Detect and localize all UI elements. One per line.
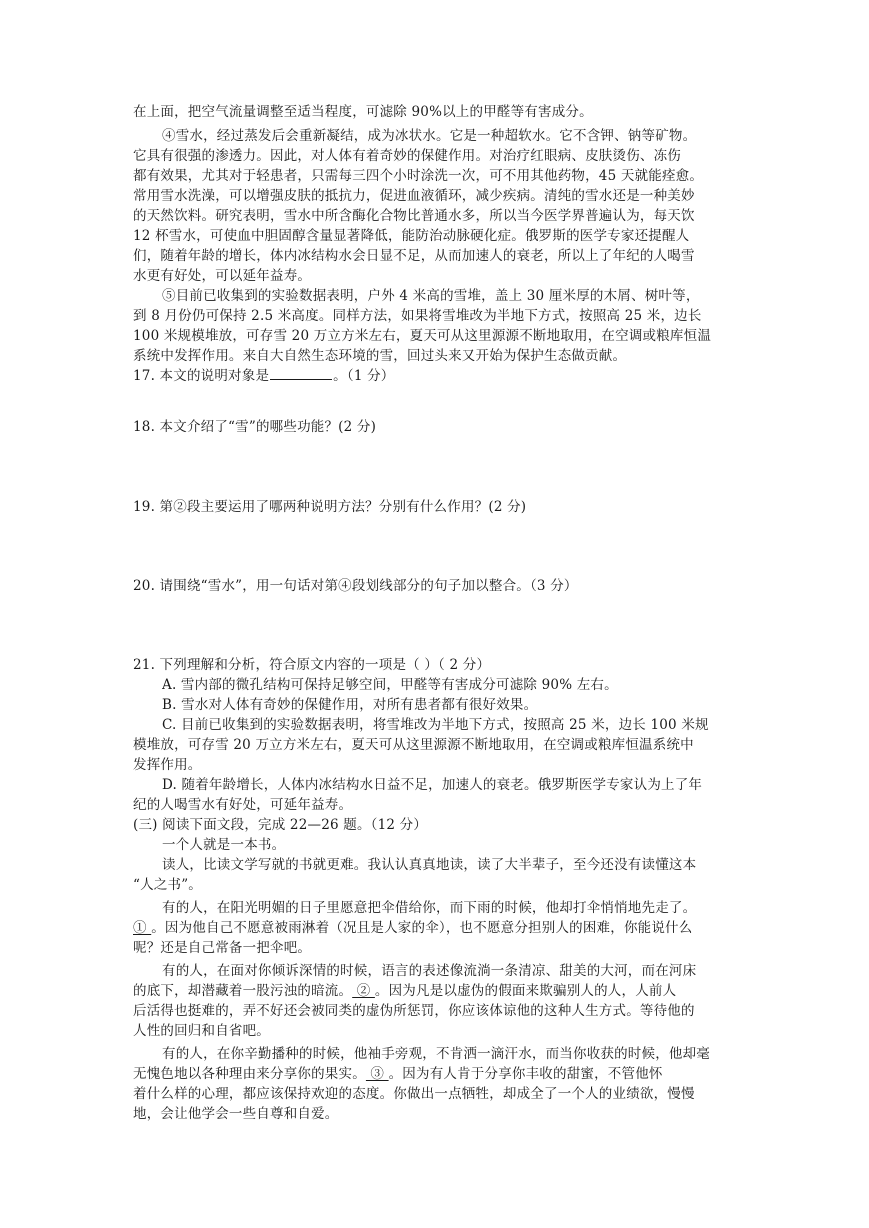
- question-21: 21. 下列理解和分析，符合原文内容的一项是（ ）（ 2 分）: [133, 657, 491, 673]
- passage-line: 常用雪水洗澡，可以增强皮肤的抵抗力，促进血液循环，减少疾病。清纯的雪水还是一种美妙: [133, 188, 695, 204]
- passage-line: 都有效果，尤其对于轻患者，只需每三四个小时涂洗一次，可不用其他药物，45 天就能痊愈。: [133, 168, 704, 184]
- article-line: [133, 982, 743, 1000]
- option-c-cont: 模堆放，可存雪 20 万立方米左右，夏天可从这里源源不断地取用，在空调或粮库恒温系统中: [133, 737, 694, 753]
- article-line: 地，会让他学会一些自尊和自爱。: [133, 1106, 339, 1122]
- article-line: 有的人，在你辛勤播种的时候，他袖手旁观，不肯洒一滴汗水，而当你收获的时候，他却毫: [162, 1046, 710, 1062]
- answer-blank-3[interactable]: ③: [365, 1066, 389, 1082]
- passage-line: 们，随着年龄的增长，体内冰结构水会日显不足，从而加速人的衰老，所以上了年纪的人喝雪: [133, 248, 695, 264]
- article-text: 。因为他自己不愿意被雨淋着（况且是人家的伞），也不愿意分担别人的困难，你能说什么: [151, 920, 693, 936]
- option-c: C. 目前已收集到的实验数据表明，将雪堆改为半地下方式，按照高 25 米，边长 100 米规: [162, 717, 709, 733]
- article-text: 无愧色地以各种理由来分享你的果实。: [133, 1066, 366, 1082]
- q17-stem: 17. 本文的说明对象是: [133, 368, 270, 384]
- passage-line: 到 8 月份仍可保持 2.5 米高度。同样方法，如果将雪堆改为半地下方式，按照高 25 米，边长: [133, 308, 702, 324]
- passage-line: 12 杯雪水，可使血中胆固醇含量显著降低，能防治动脉硬化症。俄罗斯的医学专家还提醒人: [133, 228, 690, 244]
- question-17: [133, 367, 743, 385]
- article-line: 人性的回归和自省吧。: [133, 1023, 270, 1039]
- answer-blank-1[interactable]: ①: [133, 920, 152, 936]
- article-line: [133, 1065, 743, 1083]
- passage-line: 系统中发挥作用。来自大自然生态环境的雪，回过头来又开始为保护生态做贡献。: [133, 348, 627, 364]
- article-line: 呢？还是自己常备一把伞吧。: [133, 940, 312, 956]
- passage-line: ④雪水，经过蒸发后会重新凝结，成为冰状水。它是一种超软水。它不含钾、钠等矿物。: [162, 128, 697, 144]
- option-d: D. 随着年龄增长，人体内冰结构水日益不足，加速人的衰老。俄罗斯医学专家认为上了年: [162, 777, 703, 793]
- option-c-cont: 发挥作用。: [133, 757, 202, 773]
- article-line: “人之书”。: [133, 877, 203, 893]
- article-line: 有的人，在阳光明媚的日子里愿意把伞借给你，而下雨的时候，他却打伞悄悄地先走了。: [162, 900, 697, 916]
- passage-line: 的天然饮料。研究表明，雪水中所含酶化合物比普通水多，所以当今医学界普遍认为，每天饮: [133, 208, 695, 224]
- passage-line: 在上面，把空气流量调整至适当程度，可滤除 90%以上的甲醛等有害成分。: [133, 104, 593, 120]
- article-line: 有的人，在面对你倾诉深情的时候，语言的表述像流淌一条清凉、甜美的大河，而在河床: [162, 963, 697, 979]
- article-text: 。因为有人肯于分享你丰收的甜蜜，不管他怀: [388, 1066, 663, 1082]
- option-b: B. 雪水对人体有奇妙的保健作用，对所有患者都有很好效果。: [162, 697, 538, 713]
- passage-line: 水更有好处，可以延年益寿。: [133, 268, 312, 284]
- article-line: 读人，比读文学写就的书就更难。我认认真真地读，读了大半辈子，至今还没有读懂这本: [162, 857, 697, 873]
- article-line: 后活得也挺难的，弄不好还会被同类的虚伪所惩罚，你应该体谅他的这种人生方式。等待他的: [133, 1003, 695, 1019]
- question-20: 20. 请围绕“雪水”，用一句话对第④段划线部分的句子加以整合。（3 分）: [133, 578, 578, 594]
- answer-blank[interactable]: [270, 367, 332, 380]
- section-heading: (三) 阅读下面文段，完成 22—26 题。（12 分）: [133, 817, 428, 833]
- passage-line: ⑤目前已收集到的实验数据表明，户外 4 米高的雪堆，盖上 30 厘米厚的木屑、树叶等，: [162, 288, 700, 304]
- article-line: 着什么样的心理，都应该保持欢迎的态度。你做出一点牺牲，却成全了一个人的业绩欲，慢慢: [133, 1086, 695, 1102]
- article-text: 。因为凡是以虚伪的假面来欺骗别人的人，人前人: [374, 983, 677, 999]
- answer-blank-2[interactable]: ②: [352, 983, 375, 999]
- option-d-cont: 纪的人喝雪水有好处，可延年益寿。: [133, 797, 353, 813]
- article-title: 一个人就是一本书。: [162, 837, 286, 853]
- passage-line: 100 米规模堆放，可存雪 20 万立方米左右，夏天可从这里源源不断地取用，在空调或粮库恒温: [133, 328, 712, 344]
- article-text: 的底下，却潜藏着一股污浊的暗流。: [133, 983, 353, 999]
- article-line: [133, 919, 743, 937]
- option-a: A. 雪内部的微孔结构可保持足够空间，甲醛等有害成分可滤除 90% 左右。: [162, 677, 618, 693]
- question-19: 19. 第②段主要运用了哪两种说明方法？分别有什么作用？(2 分): [133, 499, 527, 515]
- passage-line: 它具有很强的渗透力。因此，对人体有着奇妙的保健作用。对治疗红眼病、皮肤烫伤、冻伤: [133, 148, 681, 164]
- question-18: 18. 本文介绍了“雪”的哪些功能？(2 分): [133, 419, 377, 435]
- q17-score: 。（1 分）: [333, 368, 395, 384]
